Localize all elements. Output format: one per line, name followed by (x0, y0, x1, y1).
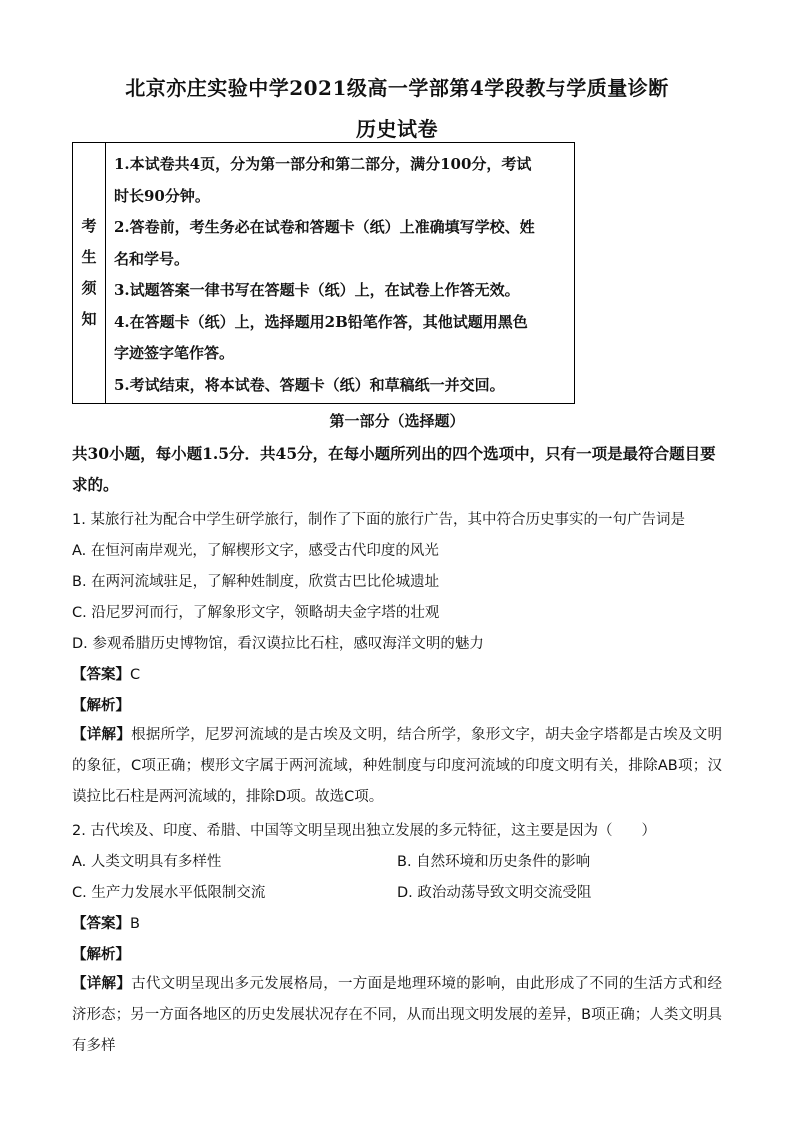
answer-value: C (130, 667, 141, 683)
q1-stem: 1. 某旅行社为配合中学生研学旅行，制作了下面的旅行广告，其中符合历史事实的一句广告词是 (72, 512, 685, 528)
q1-analysis-tag: 【解析】 (72, 697, 130, 714)
notice-line: 2.答卷前，考生务必在试卷和答题卡（纸）上准确填写学校、姓 (114, 218, 535, 236)
notice-label-char: 生 (81, 248, 97, 266)
q2-option-d: D. 政治动荡导致文明交流受阻 (397, 885, 592, 901)
notice-line: 4.在答题卡（纸）上，选择题用2B铅笔作答，其他试题用黑色 (114, 312, 528, 331)
q2-stem: 2. 古代埃及、印度、希腊、中国等文明呈现出独立发展的多元特征，这主要是因为（ ） (72, 823, 656, 839)
q2-option-b: B. 自然环境和历史条件的影响 (397, 854, 591, 870)
q1-option-c: C. 沿尼罗河而行，了解象形文字，领略胡夫金字塔的壮观 (72, 605, 440, 621)
notice-line: 1.本试卷共4页，分为第一部分和第二部分，满分100分，考试 (114, 155, 532, 173)
notice-line: 字迹签字笔作答。 (114, 344, 235, 362)
q2-analysis-tag: 【解析】 (72, 946, 130, 963)
answer-tag: 【答案】 (72, 915, 130, 932)
q1-option-b: B. 在两河流域驻足，了解种姓制度，欣赏古巴比伦城遗址 (72, 574, 440, 590)
notice-label-char: 考 (81, 217, 97, 235)
detail-text: 根据所学，尼罗河流域的是古埃及文明，结合所学，象形文字，胡夫金字塔都是古埃及文明的象征，C项正确；楔形文字属于两河流域，种姓制度与印度河流域的印度文明有关，排除AB项；汉谟拉比石柱是两河流域的，排除D项。故选C项。 (72, 727, 723, 805)
q2-detail (72, 968, 723, 1054)
exam-notice-box (72, 142, 575, 404)
exam-subject: 历史试卷 (356, 117, 438, 141)
notice-line: 3.试题答案一律书写在答题卡（纸）上，在试卷上作答无效。 (114, 281, 520, 299)
part1-title: 第一部分（选择题） (329, 412, 465, 430)
q2-answer (72, 912, 140, 933)
answer-tag: 【答案】 (72, 666, 130, 683)
q2-option-a: A. 人类文明具有多样性 (72, 854, 222, 870)
notice-label (73, 143, 106, 403)
notice-line: 时长90分钟。 (114, 186, 210, 205)
q1-detail (72, 719, 722, 813)
notice-line: 5.考试结束，将本试卷、答题卡（纸）和草稿纸一并交回。 (114, 375, 505, 394)
answer-value: B (130, 916, 140, 932)
notice-body (106, 143, 574, 403)
q1-option-a: A. 在恒河南岸观光，了解楔形文字，感受古代印度的风光 (72, 543, 439, 559)
notice-label-char: 须 (81, 279, 97, 297)
notice-label-char: 知 (81, 310, 97, 328)
q1-option-d: D. 参观希腊历史博物馆，看汉谟拉比石柱，感叹海洋文明的魅力 (72, 636, 484, 652)
detail-tag: 【详解】 (72, 975, 132, 992)
q2-option-c: C. 生产力发展水平低限制交流 (72, 885, 266, 901)
detail-tag: 【详解】 (72, 726, 132, 743)
notice-line: 名和学号。 (114, 249, 190, 268)
exam-title: 北京亦庄实验中学2021级高一学部第4学段教与学质量诊断 (125, 76, 669, 100)
detail-text: 古代文明呈现出多元发展格局，一方面是地理环境的影响，由此形成了不同的生活方式和经济形态；另一方面各地区的历史发展状况存在不同，从而出现文明发展的差异，B项正确；人类文明具有多样 (72, 976, 723, 1054)
q1-answer (72, 663, 140, 684)
part1-description: 共30小题，每小题1.5分．共45分，在每小题所列出的四个选项中，只有一项是最符合题目要求的。 (72, 444, 716, 494)
